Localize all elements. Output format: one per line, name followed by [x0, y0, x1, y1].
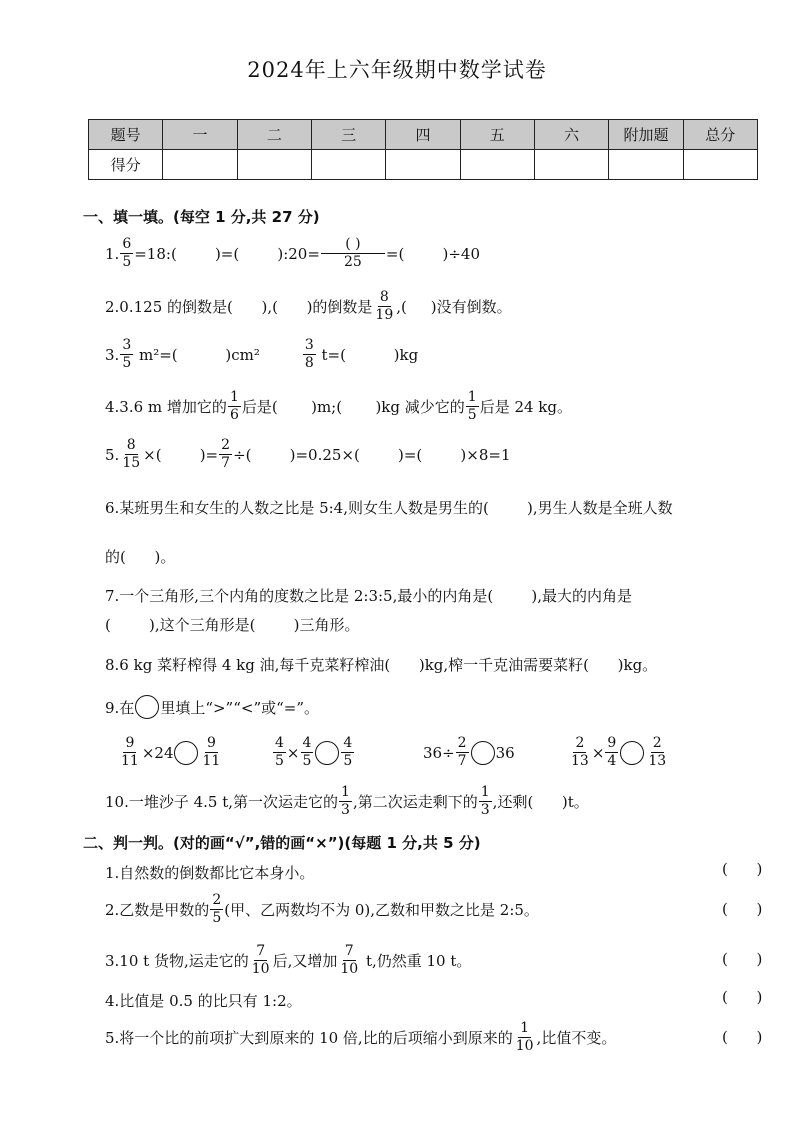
judge-item-5: [105, 1020, 616, 1055]
numerator: 2: [575, 735, 585, 751]
denominator: 5: [275, 753, 284, 769]
q3-fraction-a: [120, 337, 133, 372]
q1-fraction-a: [120, 236, 133, 271]
expression-text: 36÷: [423, 743, 455, 762]
fraction: [200, 735, 222, 770]
denominator: 6: [229, 407, 239, 423]
q6-text-1[interactable]: 6.某班男生和女生的人数之比是 5:4,则女生人数是男生的( ),男生人数是全班人数: [105, 499, 673, 517]
numerator: 4: [343, 735, 353, 751]
numerator: 7: [344, 943, 354, 959]
score-row-label: 得分: [89, 150, 163, 180]
section2-heading: 二、判一判。(对的画“√”,错的画“×”)(每题 1 分,共 5 分): [83, 834, 481, 852]
numerator: 1: [520, 1020, 530, 1036]
judge-item-text: ,比值不变。: [536, 1029, 617, 1047]
denominator: 15: [122, 455, 141, 471]
q3-text-1[interactable]: m²=( )cm²: [134, 345, 260, 364]
question-3: [105, 337, 418, 372]
q2-text-2[interactable]: ,( )没有倒数。: [396, 298, 512, 316]
expression-text: 36: [495, 743, 515, 762]
score-cell-2: 二: [237, 120, 311, 150]
q1-text-2[interactable]: =( )÷40: [385, 244, 480, 263]
fraction: [605, 735, 618, 770]
numerator: 2: [652, 735, 662, 751]
denominator: 10: [251, 961, 270, 977]
denominator: 5: [343, 753, 353, 769]
q3-number: 3.: [105, 345, 120, 364]
fraction: [646, 735, 668, 770]
q3-text-2[interactable]: t=( )kg: [316, 345, 419, 364]
fraction: [341, 735, 354, 770]
denominator: 5: [122, 355, 132, 371]
score-cell-4: 四: [386, 120, 460, 150]
fraction: [301, 735, 314, 770]
expression-text: ×: [286, 743, 300, 762]
denominator: 5: [467, 407, 477, 423]
denominator: 11: [202, 753, 221, 769]
fraction: [338, 943, 360, 978]
denominator: 5: [212, 910, 222, 926]
numerator: 8: [379, 289, 389, 305]
fraction: [514, 1020, 536, 1055]
q9-expression-1: [118, 735, 223, 770]
q10-fraction-b: [479, 784, 492, 819]
question-9: [105, 695, 319, 719]
q9-expression-3: [423, 735, 515, 770]
question-1: [105, 236, 480, 271]
q4-fraction-b: [466, 389, 479, 424]
numerator: 1: [467, 389, 477, 405]
q9-text-2: 里填上“>”“<”或“=”。: [160, 698, 320, 717]
q2-fraction: [373, 289, 395, 324]
q4-text-2[interactable]: 后是( )m;( )kg 减少它的: [241, 398, 465, 416]
q6-text-2[interactable]: 的( )。: [105, 548, 176, 566]
expression-text: ×: [591, 743, 605, 762]
question-7-line-1: [105, 585, 632, 606]
judge-item-text: 2.乙数是甲数的: [105, 901, 210, 919]
q7-text-1[interactable]: 7.一个三角形,三个内角的度数之比是 2:3:5,最小的内角是( ),最大的内角是: [105, 587, 632, 605]
numerator[interactable]: ( ): [321, 236, 385, 254]
numerator: 1: [480, 784, 490, 800]
answer-circle[interactable]: [620, 741, 644, 765]
judge-item-text: 4.比值是 0.5 的比只有 1:2。: [105, 992, 302, 1010]
question-2: [105, 289, 512, 324]
score-table: [88, 119, 758, 180]
score-table-score-row: [89, 150, 758, 180]
denominator: 3: [341, 802, 350, 818]
q10-fraction-a: [339, 784, 352, 819]
judge-answer-2[interactable]: ( ): [722, 900, 763, 918]
q10-text-1: 10.一堆沙子 4.5 t,第一次运走它的: [105, 793, 339, 811]
score-input-total[interactable]: [683, 150, 757, 180]
score-input-3[interactable]: [311, 150, 385, 180]
question-7-line-2: [105, 614, 359, 635]
judge-answer-3[interactable]: ( ): [722, 950, 763, 968]
q5-fraction-a: [120, 437, 142, 472]
numerator: 9: [607, 735, 617, 751]
denominator: 11: [121, 753, 139, 769]
score-input-2[interactable]: [237, 150, 311, 180]
denominator: 13: [571, 753, 589, 769]
circle-icon: [135, 695, 159, 719]
score-input-6[interactable]: [534, 150, 608, 180]
numerator: 7: [256, 943, 266, 959]
numerator: 3: [304, 337, 314, 353]
score-input-1[interactable]: [163, 150, 237, 180]
q5-fraction-b: [219, 437, 232, 472]
q9-text-1: 9.在: [105, 698, 135, 717]
denominator: 7: [221, 455, 231, 471]
judge-item-3: [105, 943, 471, 978]
fraction: [569, 735, 591, 770]
q5-text-2[interactable]: ÷( )=0.25×( )=( )×8=1: [233, 445, 511, 464]
numerator: 8: [126, 437, 136, 453]
expression-text: ×24: [141, 743, 174, 762]
denominator: 8: [304, 355, 314, 371]
q2-text-1[interactable]: 2.0.125 的倒数是( ),( )的倒数是: [105, 298, 373, 316]
section1-heading: 一、填一填。(每空 1 分,共 27 分): [83, 208, 320, 226]
q3-fraction-b: [303, 337, 316, 372]
q4-text-3: 后是 24 kg。: [479, 398, 573, 416]
exam-title: 2024年上六年级期中数学试卷: [247, 58, 547, 82]
q10-text-2: ,第二次运走剩下的: [352, 793, 478, 811]
score-table-header-row: [89, 120, 758, 150]
q1-number: 1.: [105, 244, 120, 263]
denominator: 10: [515, 1038, 534, 1054]
q4-text-1: 4.3.6 m 增加它的: [105, 398, 227, 416]
fraction: [119, 735, 141, 770]
numerator: 3: [122, 337, 132, 353]
judge-item-text: 后,又增加: [272, 952, 338, 970]
q10-text-3[interactable]: ,还剩( )t。: [492, 793, 589, 811]
question-8: [105, 654, 657, 675]
denominator: 5: [122, 254, 132, 270]
numerator: 2: [457, 735, 467, 751]
question-6-line-1: [105, 497, 673, 518]
judge-item-4: [105, 990, 302, 1011]
judge-item-text: (甲、乙两数均不为 0),乙数和甲数之比是 2:5。: [224, 901, 539, 919]
denominator: 4: [607, 753, 617, 769]
q7-text-2[interactable]: ( ),这个三角形是( )三角形。: [105, 616, 360, 634]
denominator: 10: [340, 961, 359, 977]
fraction: [210, 892, 223, 927]
denominator: 3: [480, 802, 490, 818]
judge-item-1: [105, 862, 314, 883]
judge-answer-1[interactable]: ( ): [722, 860, 763, 878]
denominator: 5: [302, 753, 312, 769]
numerator: 1: [229, 389, 239, 405]
score-cell-label: 题号: [89, 120, 163, 150]
q5-text-1[interactable]: ×( )=: [143, 445, 219, 464]
q4-fraction-a: [228, 389, 241, 424]
numerator: 2: [212, 892, 222, 908]
numerator: 4: [302, 735, 312, 751]
judge-answer-5[interactable]: ( ): [722, 1028, 763, 1046]
numerator: 6: [122, 236, 132, 252]
score-cell-bonus: 附加题: [609, 120, 683, 150]
denominator: 25: [344, 254, 362, 270]
question-6-line-2: [105, 546, 175, 567]
score-cell-total: 总分: [683, 120, 757, 150]
q5-number: 5.: [105, 445, 120, 464]
score-cell-6: 六: [534, 120, 608, 150]
denominator: 19: [375, 307, 394, 323]
q9-expression-4: [568, 735, 669, 770]
judge-item-2: [105, 892, 539, 927]
question-10: [105, 784, 589, 819]
fraction: [250, 943, 272, 978]
numerator: 2: [221, 437, 231, 453]
answer-circle[interactable]: [315, 741, 339, 765]
question-4: [105, 389, 572, 424]
score-input-5[interactable]: [460, 150, 534, 180]
numerator: 9: [206, 735, 216, 751]
answer-circle[interactable]: [174, 741, 198, 765]
numerator: 4: [275, 735, 284, 751]
denominator: 7: [457, 753, 467, 769]
fraction: [456, 735, 469, 770]
denominator: 13: [648, 753, 667, 769]
question-5: [105, 437, 511, 472]
judge-item-text: 3.10 t 货物,运走它的: [105, 952, 249, 970]
q1-text-1[interactable]: =18:( )=( ):20=: [134, 244, 320, 263]
q8-text[interactable]: 8.6 kg 菜籽榨得 4 kg 油,每千克菜籽榨油( )kg,榨一千克油需要菜籽( )kg。: [105, 656, 658, 674]
q9-expression-2: [272, 735, 355, 770]
score-cell-5: 五: [460, 120, 534, 150]
score-input-bonus[interactable]: [609, 150, 683, 180]
numerator: 9: [125, 735, 135, 751]
score-cell-3: 三: [311, 120, 385, 150]
judge-answer-4[interactable]: ( ): [722, 988, 763, 1006]
score-cell-1: 一: [163, 120, 237, 150]
score-input-4[interactable]: [386, 150, 460, 180]
judge-item-text: 5.将一个比的前项扩大到原来的 10 倍,比的后项缩小到原来的: [105, 1029, 513, 1047]
fraction: [273, 735, 286, 770]
answer-circle[interactable]: [471, 741, 495, 765]
q1-fraction-b: [321, 236, 385, 271]
numerator: 1: [341, 784, 350, 800]
judge-item-text: 1.自然数的倒数都比它本身小。: [105, 864, 315, 882]
judge-item-text: t,仍然重 10 t。: [361, 952, 472, 970]
